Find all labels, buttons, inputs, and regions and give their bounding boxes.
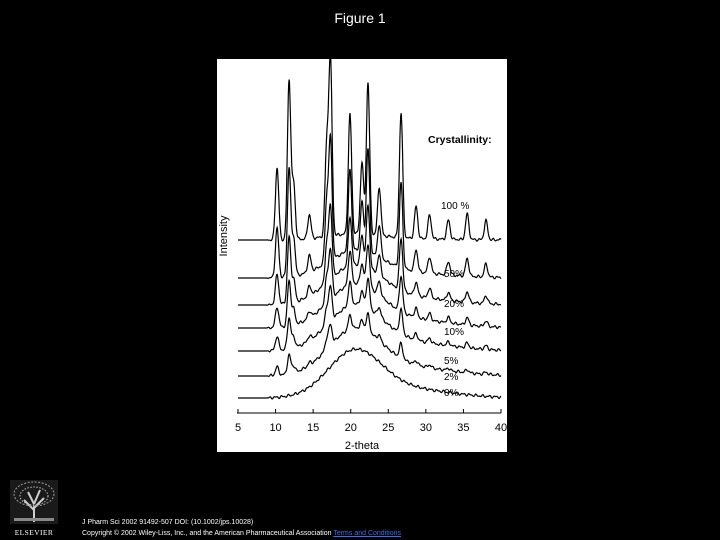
x-tick-label: 40 xyxy=(494,422,507,434)
y-axis-title: Intensity xyxy=(218,215,230,257)
x-tick-label: 30 xyxy=(419,422,432,434)
series-label: 50% xyxy=(444,269,465,280)
copyright-text: Copyright © 2002 Wiley-Liss, Inc., and the American Pharmaceutical Association xyxy=(82,530,332,537)
slide-title: Figure 1 xyxy=(334,10,386,26)
series-line-100-percent xyxy=(238,59,501,241)
series-label: 20% xyxy=(444,299,465,310)
citation-line-1: J Pharm Sci 2002 91492-507 DOI: (10.1002/jps.10028) xyxy=(82,519,254,526)
xrd-chart xyxy=(217,59,507,452)
citation-line-2 xyxy=(82,528,401,539)
figure-panel xyxy=(217,59,507,452)
tree-icon xyxy=(6,478,64,538)
series-label: 100 % xyxy=(441,201,470,212)
citation xyxy=(82,517,401,539)
x-tick-label: 20 xyxy=(344,422,357,434)
series-label: 5% xyxy=(444,356,459,367)
x-tick-label: 5 xyxy=(234,422,242,434)
series-label: 2% xyxy=(444,372,459,383)
x-tick-label: 25 xyxy=(382,422,395,434)
elsevier-logo xyxy=(6,478,64,538)
logo-text: ELSEVIER xyxy=(14,528,54,537)
x-tick-label: 15 xyxy=(307,422,320,434)
series-label: 0% xyxy=(444,388,459,399)
x-axis-title: 2-theta xyxy=(344,440,380,452)
x-tick-label: 35 xyxy=(457,422,470,434)
terms-link[interactable]: Terms and Conditions xyxy=(333,530,402,537)
series-line-0-percent xyxy=(238,348,501,399)
series-label: 10% xyxy=(444,327,465,338)
curve-layer xyxy=(238,59,501,399)
series-line-5-percent xyxy=(238,278,501,351)
legend-title: Crystallinity: xyxy=(428,134,492,146)
x-tick-label: 10 xyxy=(269,422,282,434)
series-line-2-percent xyxy=(238,313,501,377)
